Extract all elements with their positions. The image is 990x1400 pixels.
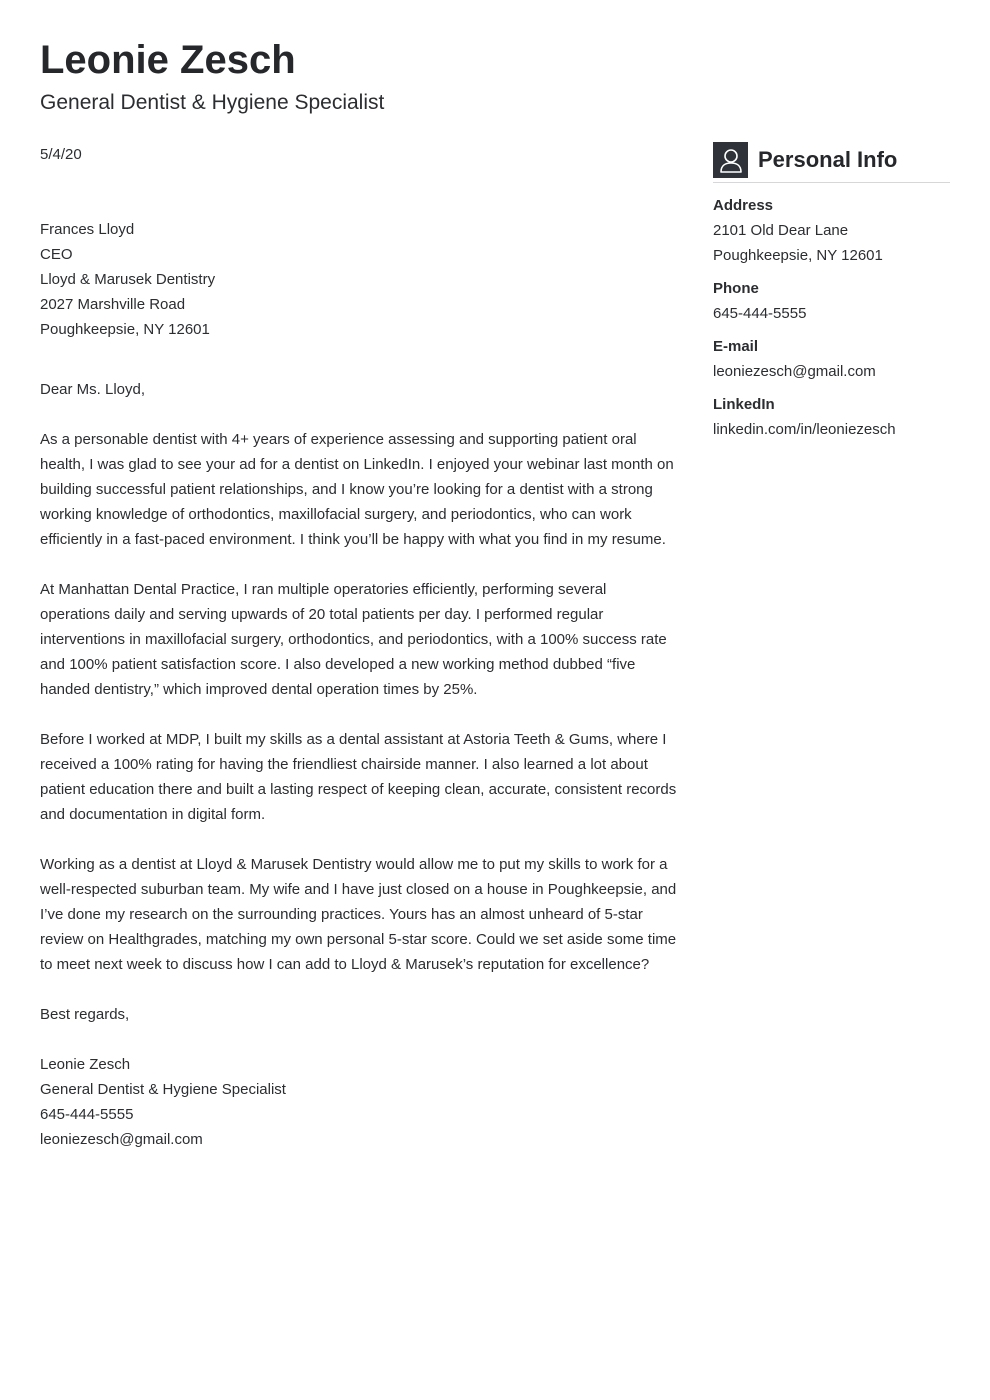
linkedin-label: LinkedIn: [713, 396, 775, 413]
linkedin-value[interactable]: linkedin.com/in/leoniezesch: [713, 421, 896, 438]
letter-date: 5/4/20: [40, 146, 82, 163]
recipient-company: Lloyd & Marusek Dentistry: [40, 271, 216, 288]
resume-header: [40, 36, 940, 117]
signature-block: [40, 1052, 680, 1152]
paragraph-closing: Working as a dentist at Lloyd & Marusek Dentistry would allow me to put my skills to work for a well-respected suburban team. My wife and I have just closed on a house in Poughkeepsie, and I’ve done my research on the surrounding practices. Yours has an almost unheard of 5-star review on Healthgrades, matching my own personal 5-star score. Could we set aside some time to meet next week to discuss how I can add to Lloyd & Marusek’s reputation for excellence?: [40, 856, 677, 973]
recipient-position: CEO: [40, 246, 73, 263]
phone-label: Phone: [713, 280, 759, 297]
cover-letter-body: [40, 142, 680, 1177]
signature-phone: 645-444-5555: [40, 1106, 134, 1123]
email-group: [713, 334, 950, 384]
address-line-1: 2101 Old Dear Lane: [713, 222, 849, 239]
recipient-name: Frances Lloyd: [40, 221, 135, 238]
personal-info-sidebar: [713, 142, 950, 442]
phone-group: [713, 276, 950, 326]
recipient-city: Poughkeepsie, NY 12601: [40, 321, 210, 338]
email-label: E-mail: [713, 338, 759, 355]
email-value[interactable]: leoniezesch@gmail.com: [713, 363, 876, 380]
address-group: [713, 193, 950, 268]
signature-name: Leonie Zesch: [40, 1056, 131, 1073]
address-label: Address: [713, 197, 774, 214]
applicant-title: General Dentist & Hygiene Specialist: [40, 91, 385, 114]
signature-title: General Dentist & Hygiene Specialist: [40, 1081, 286, 1098]
paragraph-experience: At Manhattan Dental Practice, I ran multiple operatories efficiently, performing several operations daily and serving upwards of 20 total patients per day. I performed regular interventions in maxillofacial surgery, orthodontics, and periodontics, with a 100% success rate and 100% patient satisfaction score. I also developed a new working method dubbed “five handed dentistry,” which improved dental operation times by 25%.: [40, 581, 667, 698]
linkedin-group: [713, 392, 950, 442]
personal-info-title: Personal Info: [758, 147, 898, 172]
applicant-name: Leonie Zesch: [40, 38, 296, 82]
personal-info-header: [713, 142, 950, 183]
phone-value: 645-444-5555: [713, 305, 807, 322]
recipient-street: 2027 Marshville Road: [40, 296, 186, 313]
signature-email: leoniezesch@gmail.com: [40, 1131, 203, 1148]
closing-phrase: Best regards,: [40, 1006, 130, 1023]
address-line-2: Poughkeepsie, NY 12601: [713, 247, 883, 264]
paragraph-background: Before I worked at MDP, I built my skills as a dental assistant at Astoria Teeth & Gums, where I received a 100% rating for having the friendliest chairside manner. I also learned a lot about patient education there and built a lasting respect of keeping clean, accurate, consistent records and documentation in digital form.: [40, 731, 677, 823]
salutation: Dear Ms. Lloyd,: [40, 381, 146, 398]
person-icon: [713, 142, 748, 178]
recipient-block: [40, 217, 680, 342]
paragraph-intro: As a personable dentist with 4+ years of experience assessing and supporting patient oral health, I was glad to see your ad for a dentist on LinkedIn. I enjoyed your webinar last month on building successful patient relationships, and I know you’re looking for a dentist with a strong working knowledge of orthodontics, maxillofacial surgery, and periodontics, who can work efficiently in a fast-paced environment. I think you’ll be happy with what you find in my resume.: [40, 431, 674, 548]
